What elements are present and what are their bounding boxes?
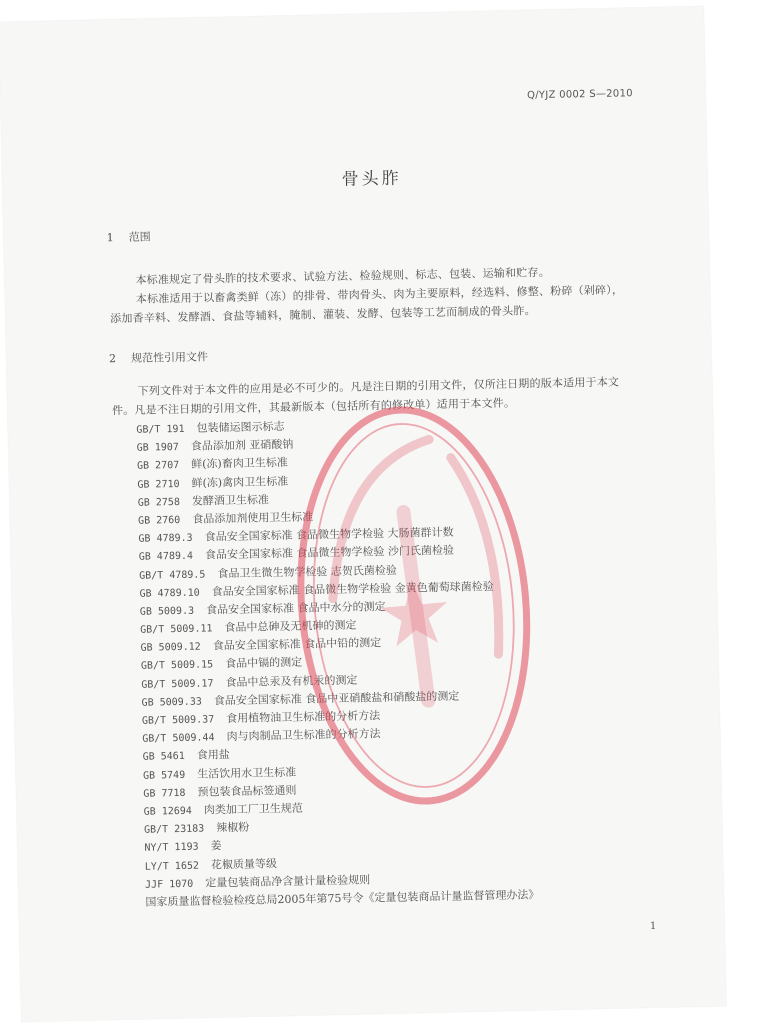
reference-title: 发酵酒卫生标准 <box>191 492 270 508</box>
reference-title: 食用植物油卫生标准的分析方法 <box>226 709 381 726</box>
reference-title: 食品添加剂使用卫生标准 <box>192 510 314 526</box>
section-heading-normative-references <box>109 348 208 366</box>
scope-paragraph-2-line-1: 本标准适用于以畜禽类鲜（冻）的排骨、带肉骨头、肉为主要原料，经选料、修整、粉碎（剁碎）， <box>135 283 624 306</box>
reference-title: 食品安全国家标准 食品微生物学检验 大肠菌群计数 <box>204 525 454 544</box>
reference-code: GB/T 5009.17 <box>141 677 214 691</box>
reference-code: GB 2760 <box>138 514 181 527</box>
reference-title: 食品安全国家标准 食品中水分的测定 <box>205 599 386 617</box>
reference-title: 肉与肉制品卫生标准的分析方法 <box>226 727 381 744</box>
reference-title: 预包装食品标签通则 <box>197 783 297 799</box>
reference-code: GB 5749 <box>142 769 186 782</box>
references-intro-line-1: 下列文件对于本文件的应用是必不可少的。凡是注日期的引用文件，仅所注日期的版本适用于本文 <box>137 375 620 398</box>
reference-code: NY/T 1193 <box>144 841 199 855</box>
reference-title: 食用盐 <box>196 748 230 763</box>
section-title: 范围 <box>128 230 151 244</box>
reference-code: GB/T 5009.11 <box>140 623 213 636</box>
standard-code: Q/YJZ 0002 S—2010 <box>526 88 633 102</box>
reference-title: 定量包装商品净含量计量检验规则 <box>205 873 371 890</box>
reference-code: GB/T 5009.37 <box>141 714 215 727</box>
reference-title: 食品卫生微生物学检验 志贺氏菌检验 <box>217 563 397 580</box>
reference-code: GB 2758 <box>137 496 181 509</box>
document-title: 骨头胙 <box>341 168 402 190</box>
section-number: 2 <box>108 352 117 366</box>
reference-code: LY/T 1652 <box>144 860 200 873</box>
reference-code: GB 7718 <box>143 787 186 800</box>
page-number: 1 <box>649 920 657 933</box>
reference-title: 姜 <box>210 839 222 853</box>
reference-code: GB 4789.10 <box>139 587 200 600</box>
references-intro-line-2: 件。凡是不注日期的引用文件，其最新版本（包括所有的修改单）适用于本文件。 <box>111 396 516 418</box>
reference-title: 食品安全国家标准 食品微生物学检验 沙门氏菌检验 <box>204 544 455 562</box>
reference-code: GB/T 5009.44 <box>142 732 215 745</box>
reference-code: GB 12694 <box>143 805 192 818</box>
reference-code: GB/T 23183 <box>143 823 205 836</box>
reference-title: 食品中总汞及有机汞的测定 <box>225 673 358 689</box>
reference-code: GB 2707 <box>136 460 180 473</box>
reference-code: JJF 1070 <box>145 878 194 891</box>
reference-code: GB 1907 <box>136 442 179 454</box>
reference-code: GB 5009.33 <box>141 696 202 709</box>
reference-title: 鲜(冻)畜肉卫生标准 <box>191 456 288 472</box>
reference-title: 花椒质量等级 <box>210 856 278 871</box>
reference-title: 食品中总砷及无机砷的测定 <box>224 618 357 635</box>
reference-code: GB 4789.3 <box>138 532 193 545</box>
reference-code: GB 4789.4 <box>138 551 194 564</box>
reference-title: 国家质量监督检验检疫总局2005年第75号令《定量包装商品计量监督管理办法》 <box>145 888 540 909</box>
reference-code: GB 2710 <box>137 478 180 491</box>
section-title: 规范性引用文件 <box>130 350 209 365</box>
reference-title: 食品安全国家标准 食品中铅的测定 <box>212 636 382 653</box>
scope-paragraph-1: 本标准规定了骨头胙的技术要求、试验方法、检验规则、标志、包装、运输和贮存。 <box>135 265 550 287</box>
reference-title: 肉类加工厂卫生规范 <box>203 801 303 817</box>
section-number: 1 <box>106 231 114 245</box>
reference-title: 食品安全国家标准 食品微生物学检验 金黄色葡萄球菌检验 <box>211 579 494 599</box>
reference-code: GB/T 191 <box>136 423 185 436</box>
reference-title: 食品安全国家标准 食品中亚硝酸盐和硝酸盐的测定 <box>213 689 460 708</box>
reference-code: GB 5009.12 <box>140 641 201 654</box>
reference-code: GB 5009.3 <box>139 605 195 618</box>
scope-paragraph-2-line-2: 添加香辛料、发酵酒、食盐等辅料，腌制、灌装、发酵、包装等工艺而制成的骨头胙。 <box>110 304 536 326</box>
reference-title: 生活饮用水卫生标准 <box>197 765 297 781</box>
reference-code: GB/T 4789.5 <box>139 568 206 582</box>
reference-title: 食品中镉的测定 <box>225 656 303 671</box>
reference-title: 包装储运图示标志 <box>196 419 285 435</box>
reference-list <box>136 413 539 912</box>
section-heading-scope <box>107 228 151 245</box>
reference-title: 食品添加剂 亚硝酸钠 <box>190 437 294 453</box>
reference-title: 鲜(冻)禽肉卫生标准 <box>191 474 289 490</box>
reference-code: GB 5461 <box>142 751 185 764</box>
reference-title: 辣椒粉 <box>216 820 250 835</box>
reference-code: GB/T 5009.15 <box>140 659 214 673</box>
